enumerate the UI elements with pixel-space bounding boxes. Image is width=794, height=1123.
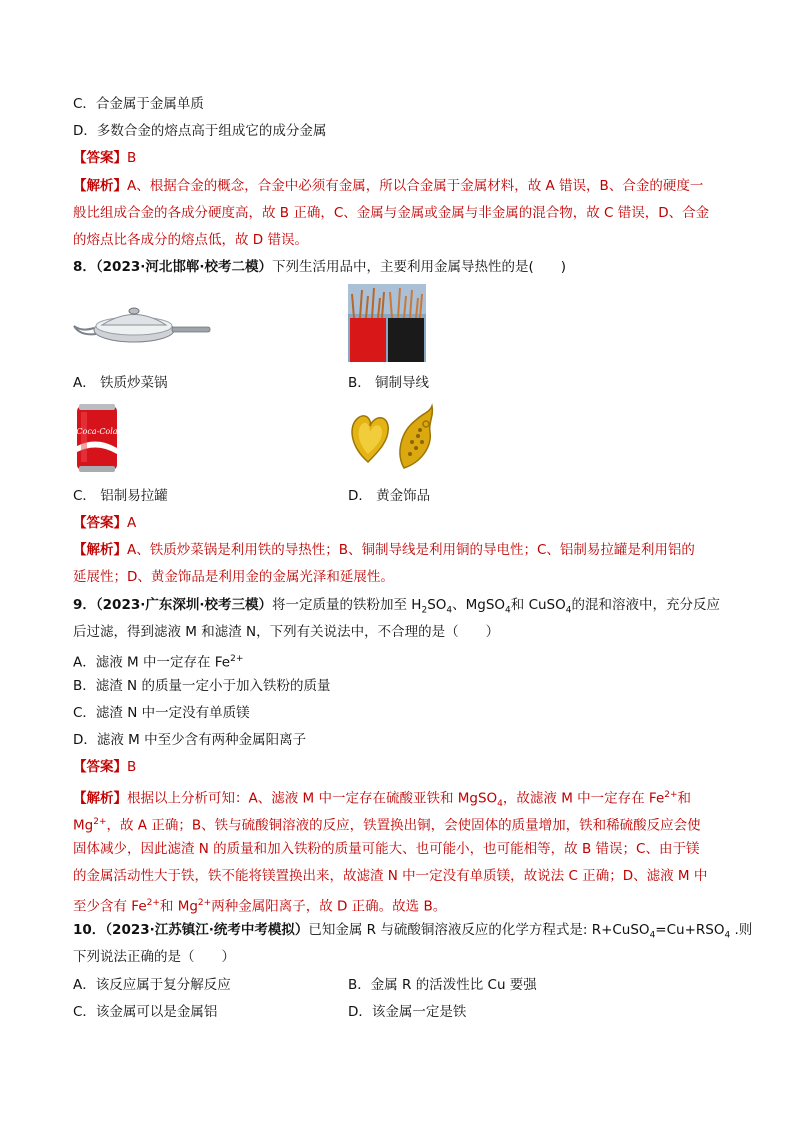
q9-option-d: D．滤液 M 中至少含有两种金属阳离子 [73,732,307,748]
answer-tag: 【答案】 [73,515,127,531]
analysis-tag: 【解析】 [73,178,127,194]
q9-analysis-line-4: 的金属活动性大于铁，铁不能将镁置换出来，故滤渣 N 中一定没有单质镁，故说法 C 正确；D、滤液 M 中 [73,868,708,884]
q9-stem-line-2: 后过滤，得到滤液 M 和滤渣 N，下列有关说法中，不合理的是（ ） [73,624,500,640]
q10-option-d: D．该金属一定是铁 [348,1004,467,1020]
question-source: （2023·广东深圳·校考三模） [95,597,272,613]
q10-option-b: B．金属 R 的活泼性比 Cu 要强 [348,977,537,993]
q8-analysis-line-1: 【解析】A、铁质炒菜锅是利用铁的导热性；B、铜制导线是利用铜的导电性；C、铝制易拉罐是利用铝的 [73,542,695,558]
q9-analysis-line-1: 【解析】根据以上分析可知：A、滤液 M 中一定存在硫酸亚铁和 MgSO$_4$，故滤液 M 中一定存在 $Fe^{2+}$和 [73,790,692,810]
wok-image [72,302,212,352]
q9-analysis-line-5: 至少含有 $Fe^{2+}$和 $Mg^{2+}$两种金属阳离子，故 D 正确。故选 B。 [73,898,447,915]
question-number: 8． [73,259,96,275]
answer-tag: 【答案】 [73,759,127,775]
aluminum-can-image [73,402,121,474]
question-source: （2023·河北邯郸·校考二模） [95,259,272,275]
answer-value: B [127,759,137,775]
q8-option-d: D． 黄金饰品 [348,488,431,504]
question-stem: 下列生活用品中，主要利用金属导热性的是( ) [272,259,567,275]
question-number: 10． [73,922,106,938]
q8-option-b: B． 铜制导线 [348,375,430,391]
q8-option-c: C． 铝制易拉罐 [73,488,168,504]
q8-analysis-line-2: 延展性；D、黄金饰品是利用金的金属光泽和延展性。 [73,569,394,585]
copper-wire-image [348,284,426,362]
q7-analysis-line-3: 的熔点比各成分的熔点低，故 D 错误。 [73,232,308,248]
q8-stem [73,258,566,276]
q7-option-d: D．多数合金的熔点高于组成它的成分金属 [73,123,327,139]
can-logo-text: Coca-Cola [76,427,118,436]
q8-answer [73,514,136,532]
question-source: （2023·江苏镇江·统考中考模拟） [105,922,309,938]
q9-option-c: C．滤渣 N 中一定没有单质镁 [73,705,250,721]
q9-option-a: A．滤液 M 中一定存在 $Fe^{2+}$ [73,654,244,671]
q9-stem-line-1: 9．（2023·广东深圳·校考三模）将一定质量的铁粉加至 $H_2SO_4$、MgSO$_4$和 CuSO$_4$的混和溶液中，充分反应 [73,597,720,616]
q9-analysis-line-3: 固体减少，因此滤渣 N 的质量和加入铁粉的质量可能大、也可能小，也可能相等，故 B 错误；C、由于镁 [73,841,700,857]
q10-option-a: A．该反应属于复分解反应 [73,977,231,993]
gold-jewelry-image [346,402,438,472]
q7-analysis-line-1: 【解析】A、根据合金的概念，合金中必须有金属，所以合金属于金属材料，故 A 错误，B、合金的硬度一 [73,178,704,194]
q7-analysis-line-2: 般比组成合金的各成分硬度高，故 B 正确，C、金属与金属或金属与非金属的混合物，故 C 错误，D、合金 [73,205,710,221]
answer-tag: 【答案】 [73,150,127,166]
answer-value: B [127,150,137,166]
analysis-tag: 【解析】 [73,542,127,558]
q10-stem-line-1: 10．（2023·江苏镇江·统考中考模拟）已知金属 R 与硫酸铜溶液反应的化学方程式是: $R+CuSO_4=Cu+RSO_4$ .则 [73,922,753,941]
q7-option-c: C．合金属于金属单质 [73,96,204,112]
q10-option-c: C．该金属可以是金属铝 [73,1004,218,1020]
q10-stem-line-2: 下列说法正确的是（ ） [73,949,235,965]
q9-option-b: B．滤渣 N 的质量一定小于加入铁粉的质量 [73,678,331,694]
answer-value: A [127,515,137,531]
q9-analysis-line-2: $Mg^{2+}$，故 A 正确；B、铁与硫酸铜溶液的反应，铁置换出铜，会使固体的质量增加，铁和稀硫酸反应会使 [73,817,701,834]
q8-option-a: A． 铁质炒菜锅 [73,375,168,391]
q9-answer [73,758,136,776]
question-number: 9． [73,597,96,613]
q7-answer [73,149,136,167]
analysis-tag: 【解析】 [73,790,127,807]
